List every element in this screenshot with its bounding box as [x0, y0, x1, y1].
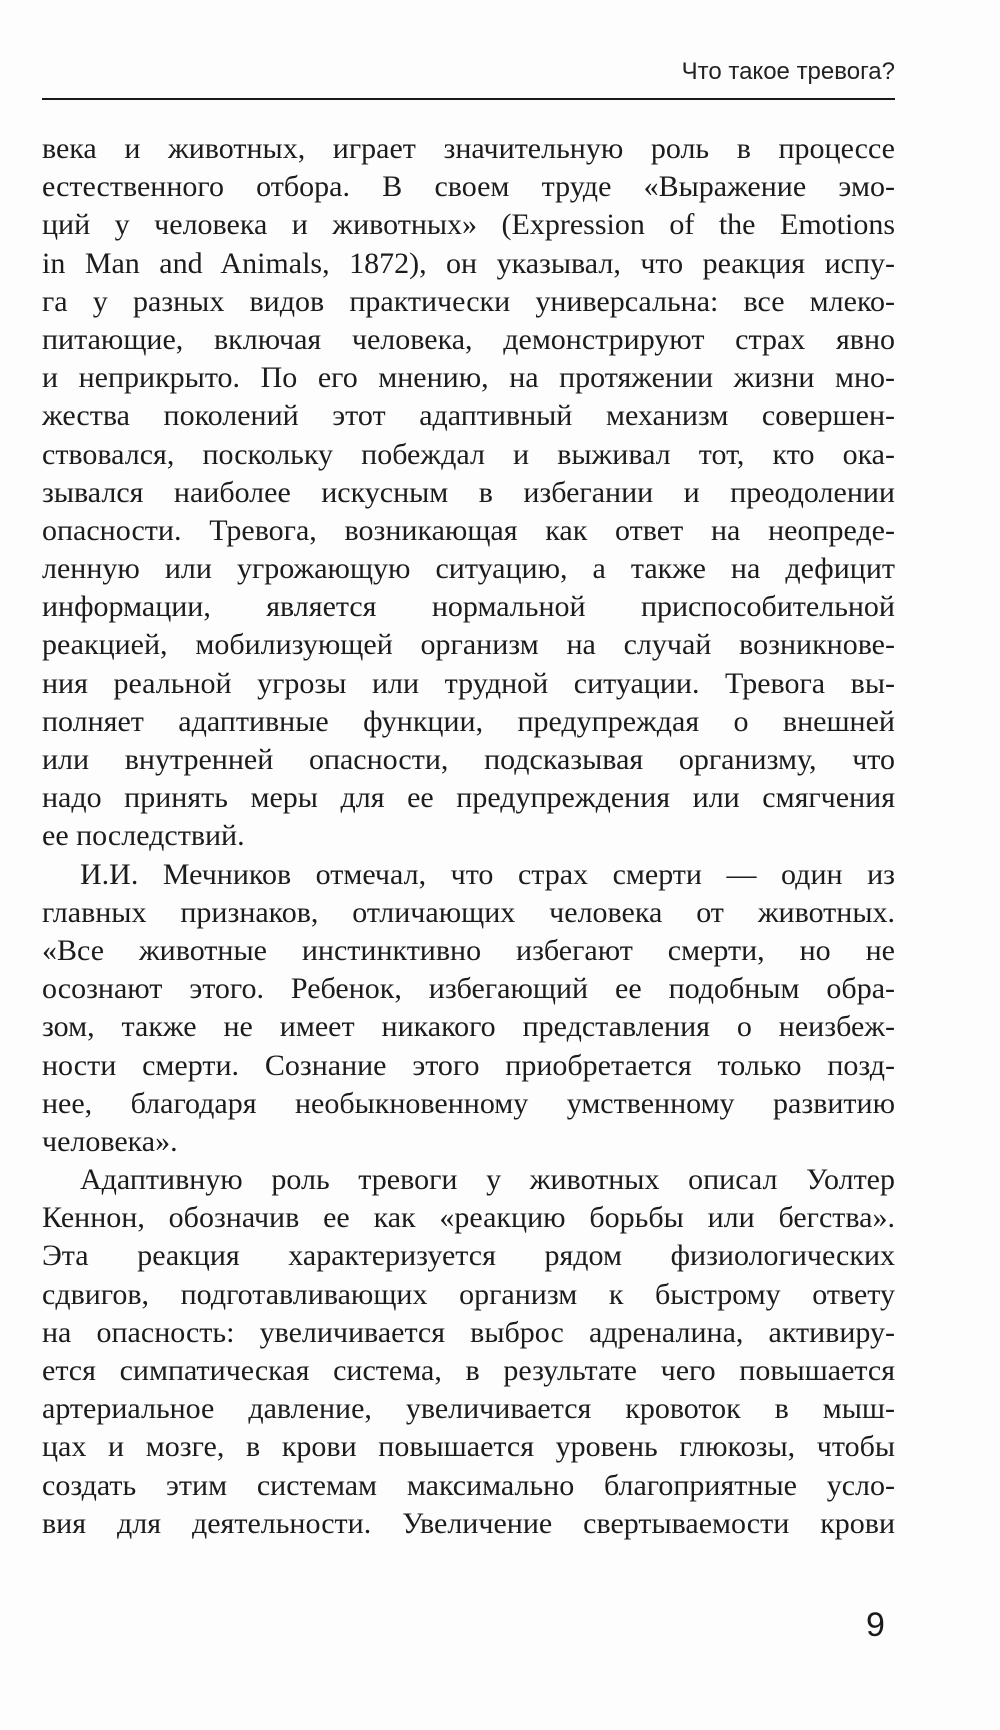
paragraph: [42, 130, 895, 856]
text-line: Эта реакция характеризуется рядом физиологических: [42, 1239, 895, 1273]
text-line: питающие, включая человека, демонстрируют страх явно: [42, 322, 895, 356]
text-line: цах и мозге, в крови повышается уровень глюкозы, чтобы: [42, 1430, 895, 1464]
text-line: ется симпатическая система, в результате чего повышается: [42, 1354, 895, 1387]
text-line: вия для деятельности. Увеличение свертываемости крови: [42, 1506, 895, 1540]
text-line: жества поколений этот адаптивный механизм совершен-: [42, 399, 895, 433]
running-header: Что такое тревога?: [681, 58, 895, 85]
text-line: главных признаков, отличающих человека от животных.: [42, 895, 895, 929]
page-number: 9: [866, 1606, 885, 1644]
text-line: «Все животные инстинктивно избегают смерти, но не: [42, 933, 895, 967]
text-line: сдвигов, подготавливающих организм к быстрому ответу: [42, 1277, 895, 1311]
text-line: зывался наиболее искусным в избегании и преодолении: [42, 475, 895, 509]
text-line: опасности. Тревога, возникающая как ответ на неопреде-: [42, 513, 895, 547]
text-line: века и животных, играет значительную роль в процессе: [42, 132, 895, 165]
text-line: нее, благодаря необыкновенному умственному развитию: [42, 1086, 895, 1120]
text-line: на опасность: увеличивается выброс адреналина, активиру-: [42, 1315, 895, 1349]
text-line: га у разных видов практически универсальна: все млеко-: [42, 284, 895, 318]
text-line: надо принять меры для ее предупреждения или смягчения: [42, 781, 895, 815]
text-line: И.И. Мечников отмечал, что страх смерти — один из: [80, 857, 895, 891]
text-line: ций у человека и животных» (Expression of the Emotions: [42, 208, 895, 242]
paragraph: [42, 1161, 895, 1543]
text-line: человека».: [42, 1124, 178, 1158]
text-line: ния реальной угрозы или трудной ситуации. Тревога вы-: [42, 666, 895, 700]
text-line: естественного отбора. В своем труде «Выражение эмо-: [42, 170, 895, 204]
text-line: зом, также не имеет никакого представления о неизбеж-: [42, 1010, 895, 1044]
text-line: Кеннон, обозначив ее как «реакцию борьбы или бегства».: [42, 1201, 895, 1235]
text-line: ности смерти. Сознание этого приобретается только позд-: [42, 1048, 895, 1082]
text-line: реакцией, мобилизующей организм на случай возникнове-: [42, 628, 895, 662]
paragraph: [42, 856, 895, 1162]
text-line: или внутренней опасности, подсказывая организму, что: [42, 743, 895, 776]
text-line: создать этим системам максимально благоприятные усло-: [42, 1468, 895, 1502]
body-text: [42, 130, 895, 1543]
text-line: осознают этого. Ребенок, избегающий ее подобным обра-: [42, 972, 895, 1006]
text-line: артериальное давление, увеличивается кровоток в мыш-: [42, 1392, 895, 1426]
text-line: ее последствий.: [42, 819, 245, 853]
text-line: Адаптивную роль тревоги у животных описал Уолтер: [80, 1163, 895, 1197]
text-line: ствовался, поскольку побеждал и выживал тот, кто ока-: [42, 437, 895, 471]
text-line: полняет адаптивные функции, предупреждая о внешней: [42, 704, 895, 738]
header-rule: [42, 98, 895, 100]
text-line: in Man and Animals, 1872), он указывал, что реакция испу-: [42, 246, 895, 280]
text-line: информации, является нормальной приспособительной: [42, 590, 895, 624]
text-line: ленную или угрожающую ситуацию, а также на дефицит: [42, 552, 895, 586]
text-line: и неприкрыто. По его мнению, на протяжении жизни мно-: [42, 361, 895, 395]
